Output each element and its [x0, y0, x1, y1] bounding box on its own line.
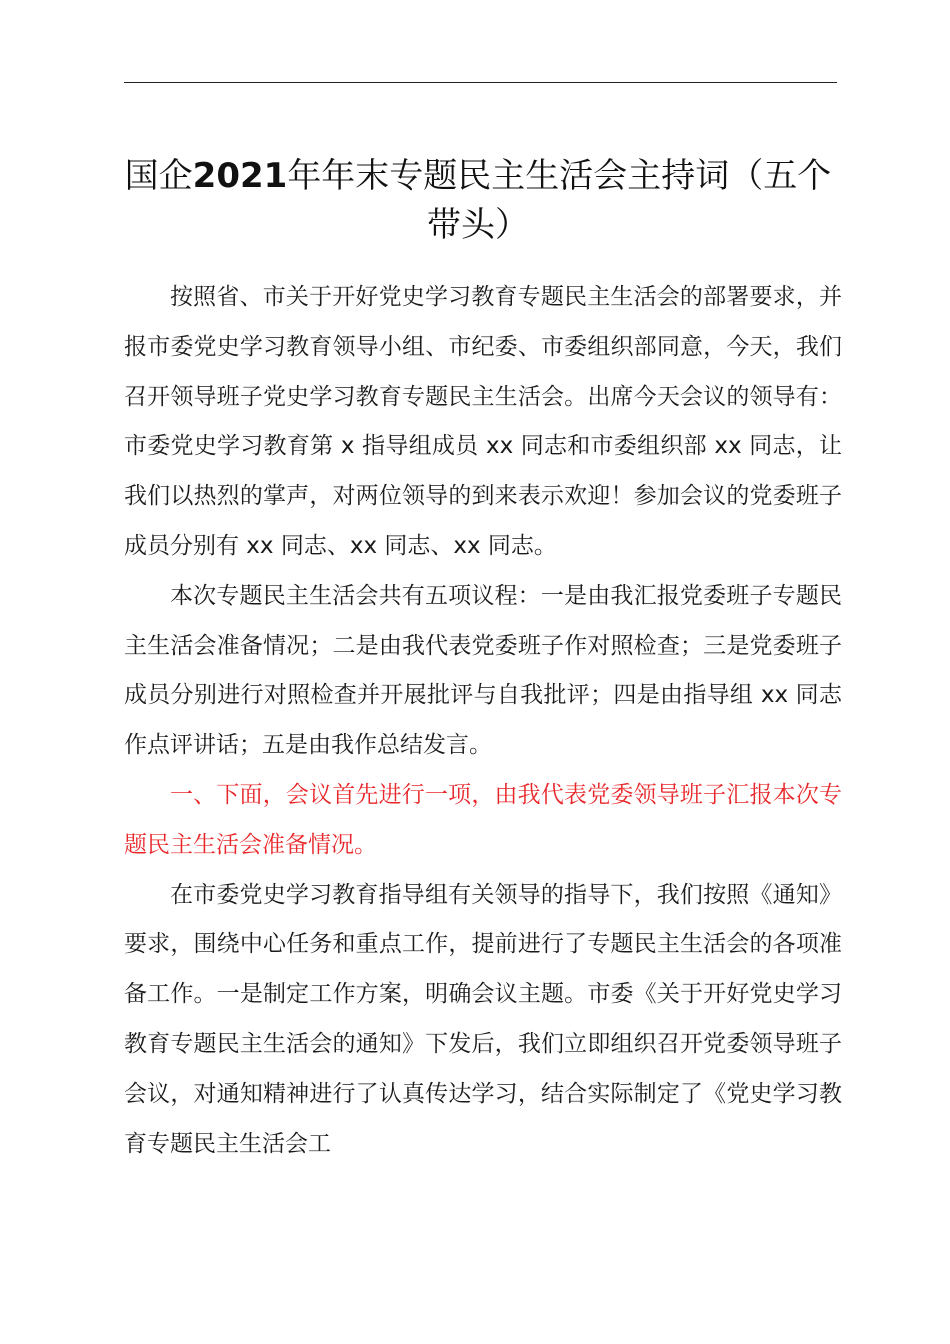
header-rule — [124, 82, 837, 83]
title-prefix: 国企 — [124, 156, 193, 196]
document-title — [118, 152, 838, 250]
paragraph-preparation: 在市委党史学习教育指导组有关领导的指导下，我们按照《通知》要求，围绕中心任务和重点工作，提前进行了专题民主生活会的各项准备工作。一是制定工作方案，明确会议主题。市委《关于开好党史学习教育专题民主生活会的通知》下发后，我们立即组织召开党委领导班子会议，对通知精神进行了认真传达学习，结合实际制定了《党史学习教育专题民主生活会工 — [124, 881, 842, 1157]
paragraph-opening: 按照省、市关于开好党史学习教育专题民主生活会的部署要求，并报市委党史学习教育领导小组、市纪委、市委组织部同意，今天，我们召开领导班子党史学习教育专题民主生活会。出席今天会议的领导有：市委党史学习教育第 x 指导组成员 xx 同志和市委组织部 xx 同志，让我们以热烈的掌声，对两位领导的到来表示欢迎！参加会议的党委班子成员分别有 xx 同志、xx 同志、xx 同志。 — [124, 284, 842, 559]
paragraph-section-heading: 一、下面，会议首先进行一项，由我代表党委领导班子汇报本次专题民主生活会准备情况。 — [124, 781, 842, 858]
document-body — [124, 273, 842, 1169]
title-suffix: 年年末专题民主生活会主持词（五个带头） — [287, 156, 832, 245]
paragraph-agenda: 本次专题民主生活会共有五项议程：一是由我汇报党委班子专题民主生活会准备情况；二是由我代表党委班子作对照检查；三是党委班子成员分别进行对照检查并开展批评与自我批评；四是由指导组 xx 同志作点评讲话；五是由我作总结发言。 — [124, 582, 842, 759]
title-year: 2021 — [192, 156, 288, 196]
